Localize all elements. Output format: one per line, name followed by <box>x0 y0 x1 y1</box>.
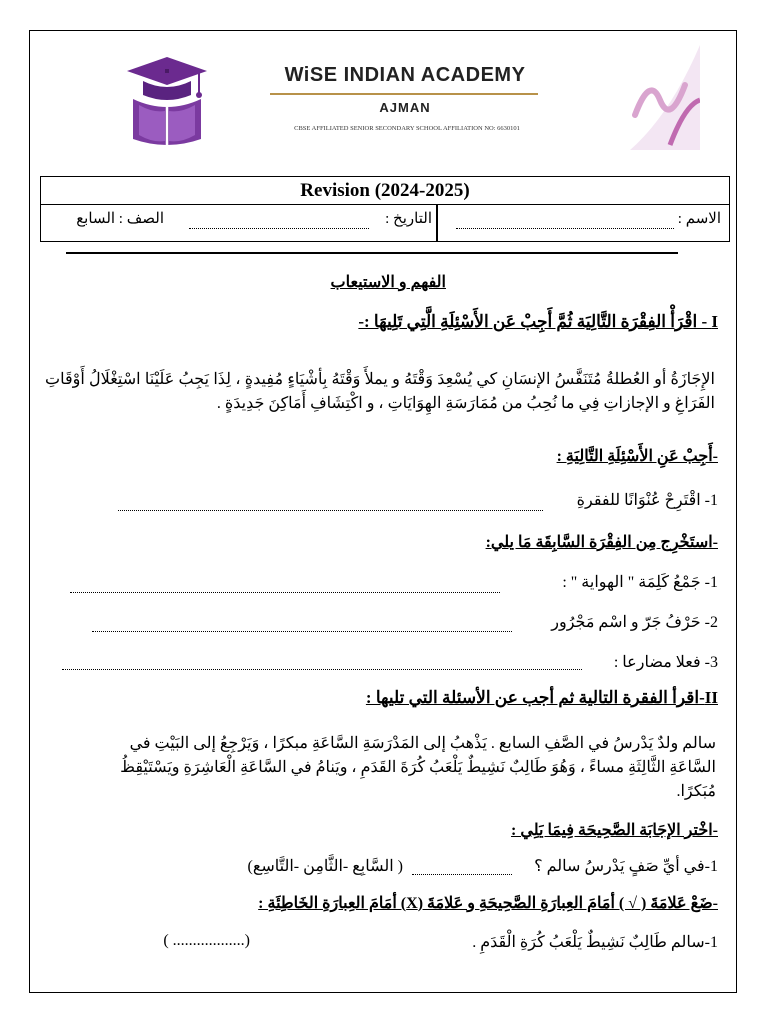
academy-logo <box>125 55 210 150</box>
name-label: الاسم : <box>677 211 721 227</box>
mark-question-1: 1-سالم طَالِبٌ نَشِيطٌ يَلْعَبُ كُرَةِ الْقَدَمِ . <box>472 934 718 951</box>
class-label: الصف : السابع <box>76 211 164 227</box>
mark-answer-1[interactable]: (.................. ) <box>163 932 250 949</box>
name-field[interactable] <box>456 227 674 229</box>
choose-heading: -اخْتر الإجَابَة الصَّحِيحَة فِيمَا يَلِي : <box>511 822 718 839</box>
section1-instruction: I - اقْرَأْ الفِقْرَة التَّالِيَة ثُمَّ أَجِبْ عَن الأَسْئِلَةِ الَّتِي تَلِيهَا :- <box>358 312 718 331</box>
section2-instruction: II-اقرأ الفقرة التالية ثم أجب عن الأسئلة التي تليها : <box>365 688 718 707</box>
answer-heading: -أَجِبْ عَنِ الأَسْئِلَةِ التَّالِيَةِ : <box>556 448 718 465</box>
section-heading: الفهم و الاستيعاب <box>330 274 446 291</box>
answer-field-q1[interactable] <box>118 509 543 511</box>
choose-options-1: ( السَّابِع -الثَّامِن -التَّاسِع) <box>247 858 403 875</box>
answer-field-e2[interactable] <box>92 630 512 632</box>
mark-heading: -ضَعْ عَلامَةَ ( √ ) أمَامَ العِبارَةِ الصَّحِيحَةِ و عَلامَةَ (X) أمَامَ العِبارَةِ الخَاطِئَةِ : <box>258 895 718 912</box>
question-1: 1- اقْتَرِحْ عُنْوَانًا للفقرةِ <box>576 492 718 509</box>
extract-heading: -استَخْرِج مِن الفِقْرَة السَّابِقَة مَا يلي: <box>485 534 718 551</box>
table-divider <box>436 205 438 241</box>
date-label: التاريخ : <box>385 211 432 227</box>
choose-question-1: 1-في أيِّ صَفٍ يَدْرسُ سالم ؟ <box>534 858 718 875</box>
answer-field-e3[interactable] <box>62 668 582 670</box>
horizontal-rule <box>66 252 678 254</box>
school-city: AJMAN <box>379 100 431 115</box>
passage-2-line-3: مُبَكرًا. <box>676 783 716 800</box>
answer-field-cq1[interactable] <box>412 873 512 875</box>
extract-1: 1- جَمْعُ كَلِمَة " الهواية " : <box>562 574 718 591</box>
answer-field-e1[interactable] <box>70 591 500 593</box>
page-border <box>29 30 737 993</box>
date-field[interactable] <box>189 227 369 229</box>
revision-title: Revision (2024-2025) <box>41 177 729 205</box>
affiliation-text: CBSE AFFILIATED SENIOR SECONDARY SCHOOL AFFILIATION NO: 6630101 <box>294 125 520 132</box>
info-table <box>40 176 730 242</box>
passage-2-line-1: سالم ولدٌ يَدْرسُ في الصَّفِ السابع . يَذْهبُ إلى المَدْرَسَةِ السَّاعَةِ مبكرًا ، وَيَرْجِعُ إلى البَيْتِ في <box>129 735 716 752</box>
passage-1: الإِجَازَةُ أو العُطلةُ مُتَنَفَّسُ الإنسَانِ كي يُسْعِدَ وَقْتَهُ و يملأَ وَقْتَهُ بِأشْيَاءٍ مُفِيدةٍ ، لِذَا يَجِبُ عَلَيْنَا اسْتِغْلَالُ أَوْقَاتِ الفَرَاغِ و الإجازاتِ فِي ما نُحِبُ من مُمَارَسَةِ الهِوَايَاتِ ، و اكْتِشَافِ أَمَاكِنَ جَدِيدَةٍ . <box>45 371 715 412</box>
school-name: WiSE INDIAN ACADEMY <box>284 64 526 86</box>
passage-2-line-2: السَّاعَةِ الثَّالِثَةِ مساءً ، وَهُوَ طَالِبٌ نَشِيطٌ يَلْعَبُ كُرَةَ القَدَمِ ، ويَنامُ في السَّاعَةِ الْعَاشِرَةِ ويَسْتَيْقِظُ <box>120 759 716 776</box>
extract-3: 3- فعلا مضارعا : <box>613 654 718 671</box>
extract-2: 2- حَرْفُ جَرّ و اسْم مَجْرُور <box>551 614 718 631</box>
corner-decoration <box>600 45 700 150</box>
gold-divider <box>270 93 538 95</box>
